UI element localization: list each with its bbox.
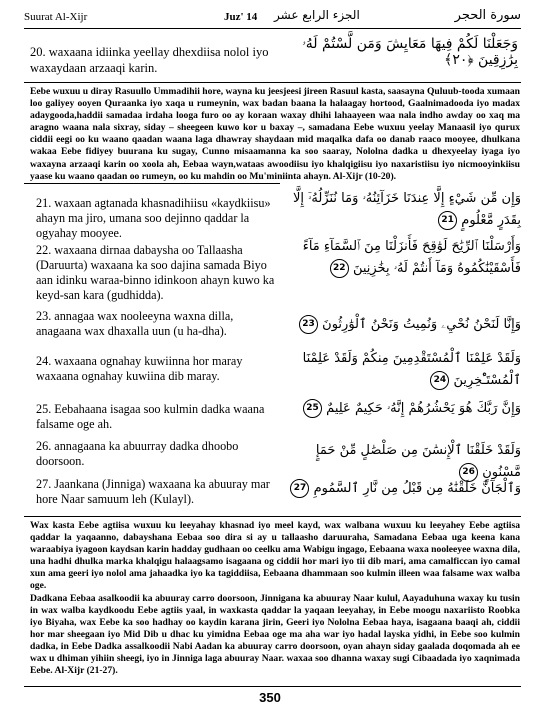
footer-rule bbox=[24, 686, 521, 687]
verse-21-translation: 21. waxaan agtanada khasnadihiisu «kaydkiisu» ahayn ma jiro, umana soo dejinno qaddar la ogyahay mooyee. bbox=[36, 196, 271, 240]
verse-21-arabic bbox=[276, 188, 521, 232]
verse-22-translation: 22. waxaana dirnaa dabaysha oo Tallaasha (Daruurta) waxaana ka soo dajina samada Biyo aan idinku waraa-binno idinkoon ahayn kuwo ka keyd-san kara (gudhidda). bbox=[36, 243, 275, 302]
verse-20-translation: 20. waxaana idiinka yeellay dhexdiisa nolol iyo waxaydaan arzaaqi karin. bbox=[30, 45, 269, 75]
verse-26-arabic-text: وَلَقَدْ خَلَقْنَا ٱلْإِنسَٰنَ مِن صَلْصَٰلٍ مِّنْ حَمَإٍ مَّسْنُونٍ bbox=[315, 443, 521, 480]
verse-27-arabic-text: وَٱلْجَآنَّ خَلَقْنَٰهُ مِن قَبْلُ مِن نَّارِ ٱلسَّمُومِ bbox=[313, 481, 521, 496]
verse-24-number-ornament: 24 bbox=[430, 371, 449, 390]
verse-25-number-ornament: 25 bbox=[303, 399, 322, 418]
surah-arabic-title: سورة الحجر bbox=[454, 8, 521, 23]
verse-27-translation: 27. Jaankana (Jinniga) waxaana ka abuuray mar hore Naar samuum leh (Kulayl). bbox=[36, 477, 270, 506]
verse-25-arabic bbox=[276, 398, 521, 420]
juz-arabic-label: الجزء الرابع عشر bbox=[274, 8, 360, 22]
verse-23-arabic bbox=[276, 314, 521, 336]
divider-line bbox=[24, 183, 280, 184]
page-header bbox=[24, 8, 521, 28]
verse-27-number-ornament: 27 bbox=[290, 479, 309, 498]
verse-22-number-ornament: 22 bbox=[330, 259, 349, 278]
verse-23-number-ornament: 23 bbox=[299, 315, 318, 334]
verse-25-arabic-text: وَإِنَّ رَبَّكَ هُوَ يَحْشُرُهُمْ إِنَّهُۥ حَكِيمٌ عَلِيمٌ bbox=[326, 401, 521, 416]
verse-26-number-ornament: 26 bbox=[459, 463, 478, 482]
section-rule bbox=[24, 82, 521, 83]
commentary-block-1: Eebe wuxuu u diray Rasuullo Ummadihii hore, wayna ku jeesjeesi jireen Rasuul kasta, saasayna Quluub-tooda xumaan loo galiyey ooyen Quraanka iyo xaqa u rumeynin, wax badan baana la halaagay hortood, Gaalnimadooda iyo madax adaygooda,haddii samadaa irdaha looga furo oo ay koraan waxay dhihi lahaayeen waa nala indho awday oo xaq ma aragno waana nala sixray, siday – sheegeen kuwo kor u baxay –, samadana Eebe wuxuu yeelay Manaasil iyo qurux ciddii eegi oo ku waano qaadan waana laga dhawray shaydaan mid maqalka dafa oo danab raaco mooyee, dhulkana wakaa Eebe fidiyey buurana ku sugay, Cunno misaamanna ka soo saaray, Nololna dadka u dhexyeelay iyaga iyo waxayna arzaaqi karin oo xoola ah, Eebaa wayn,wataas awoodiisu iyo khalqigiisu iyo naxaristiisu iyo nicmooyinkiisu yaase ku waano qaadan oo rumeyn, oo ku mahdin oo Mu'miniinta ahayn. Al-Xijr (10-20). bbox=[30, 86, 520, 182]
verse-20-arabic: وَجَعَلْنَا لَكُمْ فِيهَا مَعَايِشَ وَمَن لَّسْتُمْ لَهُۥ بِرَٰزِقِينَ ﴿٢٠﴾ bbox=[302, 36, 518, 68]
verse-24-translation: 24. waxaana ognahay kuwiinna hor maray waxaana ognahay kuwiina dib maray. bbox=[36, 354, 243, 383]
verse-24-arabic bbox=[276, 348, 521, 392]
verse-21-arabic-text: وَإِن مِّن شَيْءٍ إِلَّا عِندَنَا خَزَآئِنُهُۥ وَمَا نُنَزِّلُهُۥٓ إِلَّا بِقَدَرٍ مَّعْلُومٍ bbox=[292, 191, 521, 228]
verse-26-translation: 26. annagaana ka abuurray dadka dhoobo doorsoon. bbox=[36, 439, 239, 468]
verse-21-number-ornament: 21 bbox=[438, 211, 457, 230]
verse-27-arabic bbox=[276, 478, 521, 500]
verse-22-arabic-text: وَأَرْسَلْنَا ٱلرِّيَٰحَ لَوَٰقِحَ فَأَنزَلْنَا مِنَ ٱلسَّمَآءِ مَآءً فَأَسْقَيْنَٰكُمُوهُ وَمَآ أَنتُمْ لَهُۥ بِخَٰزِنِينَ bbox=[302, 239, 521, 276]
commentary-block-2: Wax kasta Eebe agtiisa wuxuu ku leeyahay khasnad iyo meel kayd, wax walbana wuxuu ku leeyahey Eebe agtiisa qaddar la yaqaanno, dabayshana Eebaa soo dira si ay u tallaasho daruuraha, Samadana Eebaa uga keena kana waraabiya iyagoon kaydsan karin hadday gudhaan oo ceelku ama Wabigu ingago, Eebaana waxa nooleeyee waxna dila, una hadhi dhulka marka khalqigu halaagsamo isagaana og ciddii hor mari iyo tii dib mari, ama camalficcan iyo camal xun ama geeri iyo nolol ama jahaadka iyo ka tagiddiisa, Eebaana dhammaan soo kulmin illeen waa falsame wax walba oge. Dadkana Eebaa asalkoodii ka abuuray carro doorsoon, Jinnigana ka abuuray Naar kulul, Aayaduhuna waxay ku tusin in wax walba kaydkoodu Eebe agtiis yaal, in waxkasta qaddar la yaqaan leeyahay, in Eebe moogu naxariisto Roobka iyo Biyaha, wax Eebe ka soo hadhay oo kaydin karana jirin, Geeri iyo Nololna Eebaa haya, isagaana baaqi ah, ciddii hor mar sheegaan iyo Mid Dib u dhac ku yimidna Eebaa oge ma aha war iyo hadal layska yidhi, in Eebe soo kulmin dadka, in Eebe Dadka assalkoodii Nabi Aadan ka abuuray carro doorsoon, oyan ahayn siday gaalada doqomada ah ee wax u dhiman yihiin sheegi, iyo in Jinniga laga abuuray Naar. waxaa soo dhanna waxay sugi Cibaadada iyo xaqnimada Eebe. Al-Xijr (21-27). bbox=[30, 520, 520, 677]
juz-label: Juz' 14 bbox=[224, 11, 258, 23]
section-rule-2 bbox=[24, 516, 521, 517]
verse-22-arabic bbox=[276, 236, 521, 280]
verse-23-translation: 23. annagaa wax nooleeyna waxna dilla, anagaana wax dhaxalla uun (u ha-dha). bbox=[36, 309, 234, 338]
verse-25-translation: 25. Eebahaana isagaa soo kulmin dadka waana falsame oge ah. bbox=[36, 402, 265, 431]
verse-23-arabic-text: وَإِنَّا لَنَحْنُ نُحْيِۦ وَنُمِيتُ وَنَحْنُ ٱلْوَٰرِثُونَ bbox=[322, 317, 521, 332]
header-rule bbox=[24, 28, 521, 29]
verse-24-arabic-text: وَلَقَدْ عَلِمْنَا ٱلْمُسْتَقْدِمِينَ مِنكُمْ وَلَقَدْ عَلِمْنَا ٱلْمُسْتَـْٔخِرِينَ bbox=[302, 351, 521, 388]
page-number: 350 bbox=[259, 690, 281, 705]
surah-title: Suurat Al-Xijr bbox=[24, 11, 88, 23]
